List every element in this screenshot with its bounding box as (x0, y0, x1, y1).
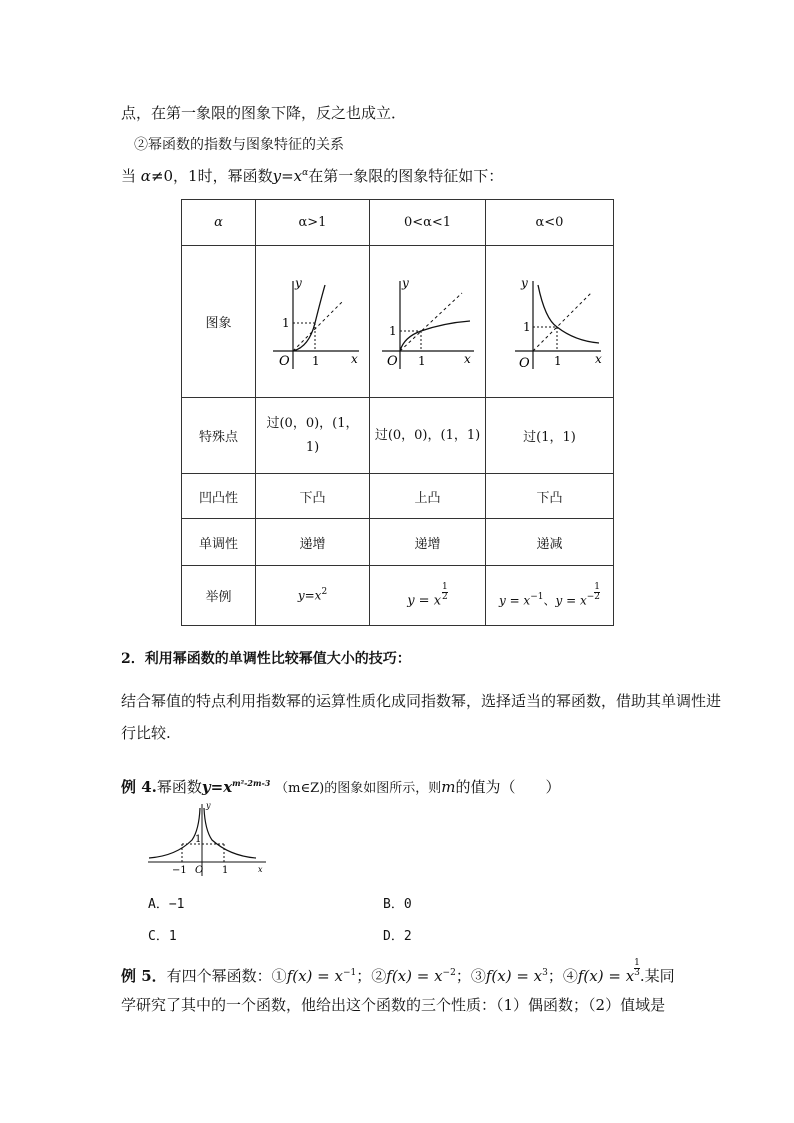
graph-one-y-label: 1 (281, 315, 290, 330)
paragraph-2-line-1: 结合幂值的特点利用指数幂的运算性质化成同指数幂，选择适当的幂函数，借助其单调性进 (121, 692, 722, 710)
graph-one-x-label: 1 (553, 353, 562, 368)
header-cell: α<0 (486, 200, 614, 246)
condition-func: y=x (272, 167, 303, 185)
example-cell: y = x $\frac{1}{2}$ (370, 566, 486, 626)
ex4-y-label: y (206, 801, 211, 810)
intro-line: 点，在第一象限的图象下降，反之也成立． (121, 104, 407, 122)
graph-origin-label: O (278, 353, 290, 369)
mono-cell: 递增 (256, 519, 370, 566)
header-cell: α>1 (256, 200, 370, 246)
special-cell: 过(0，0)，(1，1) (370, 398, 486, 474)
option-c: C．1 (148, 929, 177, 944)
row-label-example: 举例 (182, 566, 256, 626)
table-header-row (182, 200, 614, 246)
convex-cell: 下凸 (486, 474, 614, 519)
row-label-special: 特殊点 (182, 398, 256, 474)
mono-cell: 递增 (370, 519, 486, 566)
table-row-special (182, 398, 614, 474)
option-d: D．2 (383, 929, 412, 944)
graph-one-x-label: 1 (311, 353, 320, 368)
mono-cell: 递减 (486, 519, 614, 566)
graph-y-label: y (401, 275, 409, 290)
graph-origin-label: O (386, 353, 398, 369)
table-row-mono (182, 519, 614, 566)
graph-one-y-label: 1 (522, 319, 531, 334)
heading-2: 2．利用幂函数的单调性比较幂值大小的技巧： (121, 651, 411, 667)
header-cell: 0<α<1 (370, 200, 486, 246)
graph-x-label: x (463, 351, 471, 366)
row-label-graph: 图象 (182, 246, 256, 398)
graph-y-label: y (520, 275, 528, 290)
convex-cell: 上凸 (370, 474, 486, 519)
convex-cell: 下凸 (256, 474, 370, 519)
graph-alpha-between (378, 265, 478, 375)
example-4-graph (146, 800, 270, 880)
graph-one-x-label: 1 (417, 353, 426, 368)
option-b: B．0 (383, 897, 412, 912)
graph-alpha-gt-1 (263, 265, 363, 375)
table-row-convex (182, 474, 614, 519)
condition-suffix: 在第一象限的图象特征如下： (308, 167, 504, 185)
example-cell: $y = x^{-1}$、y = x− $\frac{1}{2}$ (486, 566, 614, 626)
ex4-pos1-label: 1 (222, 865, 229, 876)
graph-cell-alpha-negative (486, 246, 614, 398)
condition-prefix: 当 (121, 167, 137, 185)
graph-y-label: y (294, 275, 302, 290)
paragraph-2-line-2: 行比较. (121, 724, 171, 742)
graph-x-label: x (350, 351, 358, 366)
option-a: A．−1 (148, 897, 185, 912)
condition-line (121, 165, 503, 186)
ex4-neg1-label: −1 (172, 865, 187, 876)
section-title: ②幂函数的指数与图象特征的关系 (134, 137, 344, 153)
example-5-line: 例 5．有四个幂函数：①f(x) = $x^{-1}$；②f(x) = $x^{-2}$；③f(x) = $x^3$；④f(x) = x $\frac{1}{3}$ .某同 (121, 958, 675, 985)
example-4-line: 例 4.幂函数$y=x^{m^2-2m-3}$ （m∈Z)的图象如图所示，则m的值为（ ） (121, 778, 561, 796)
table-row-graph (182, 246, 614, 398)
graph-x-label: x (594, 351, 602, 366)
header-cell: α (182, 200, 256, 246)
example-cell: $y=x^2$ (256, 566, 370, 626)
condition-mid: ≠0，1时，幂函数 (150, 167, 273, 185)
special-cell: 过(1，1) (486, 398, 614, 474)
ex4-x-label: x (258, 865, 263, 874)
ex4-origin-label: O (195, 865, 204, 876)
graph-cell-alpha-gt-1 (256, 246, 370, 398)
condition-exp: α (302, 168, 309, 178)
condition-alpha: α (140, 167, 151, 185)
example-4-label: 例 4. (121, 778, 157, 796)
table-row-example (182, 566, 614, 626)
row-label-convex: 凹凸性 (182, 474, 256, 519)
graph-cell-alpha-between (370, 246, 486, 398)
example-5-line-2: 学研究了其中的一个函数，他给出这个函数的三个性质：（1）偶函数；（2）值域是 (121, 996, 666, 1014)
row-label-mono: 单调性 (182, 519, 256, 566)
graph-alpha-negative (495, 265, 605, 375)
example-5-label: 例 5． (121, 967, 167, 985)
special-cell: 过(0，0)，(1，1) (256, 398, 370, 474)
power-function-table (181, 199, 614, 626)
graph-one-y-label: 1 (388, 323, 397, 338)
graph-origin-label: O (518, 355, 530, 371)
ex4-one-y-label: 1 (195, 834, 202, 845)
